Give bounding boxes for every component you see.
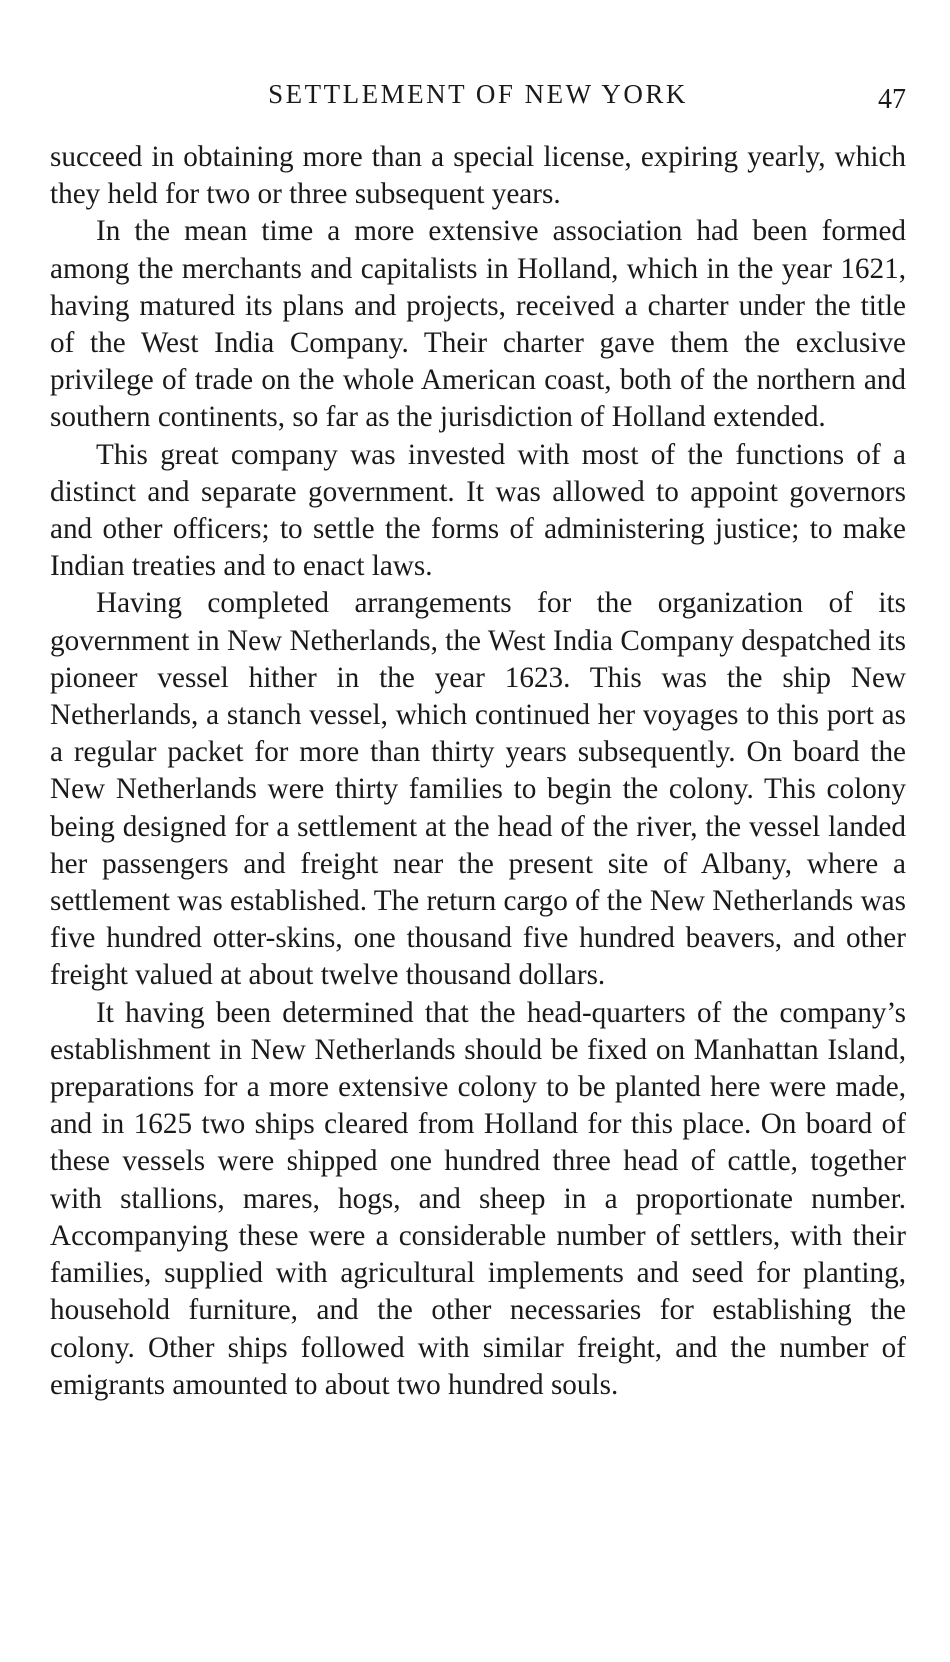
paragraph-continuation: succeed in obtaining more than a special license, expiring yearly, which they held for two or three subsequent years. bbox=[50, 141, 906, 211]
paragraph-company-government: This great company was invested with most of the functions of a distinct and separate government. It was allowed to appoint governors and other officers; to settle the forms of administering justice; to make Indian treaties and to enact laws. bbox=[50, 438, 906, 583]
paragraph-pioneer-vessel: Having completed arrangements for the organization of its government in New Netherlands, the West India Company despatched its pioneer vessel hither in the year 1623. This was the ship New Netherlands, a stanch vessel, which continued her voyages to this port as a regular packet for more than thirty years subsequently. On board the New Netherlands were thirty families to begin the colony. This colony being designed for a settlement at the head of the river, the vessel landed her passengers and freight near the present site of Albany, where a settlement was established. The return cargo of the New Netherlands was five hundred otter-skins, one thousand five hundred beavers, and other freight valued at about twelve thousand dollars. bbox=[50, 587, 906, 992]
running-title: SETTLEMENT OF NEW YORK bbox=[268, 79, 688, 109]
paragraph-west-india-company: In the mean time a more extensive association had been formed among the merchants and capitalists in Holland, which in the year 1621, having matured its plans and projects, received a charter under the title of the West India Company. Their charter gave them the exclusive privilege of trade on the whole American coast, both of the northern and southern continents, so far as the jurisdiction of Holland extended. bbox=[50, 215, 906, 434]
running-head bbox=[50, 74, 906, 114]
body-text bbox=[50, 139, 906, 1404]
page-number: 47 bbox=[878, 84, 906, 115]
paragraph-manhattan-colony: It having been determined that the head-quarters of the company’s establishment in New Netherlands should be fixed on Manhattan Island, preparations for a more extensive colony to be planted here were made, and in 1625 two ships cleared from Holland for this place. On board of these vessels were shipped one hundred three head of cattle, together with stallions, mares, hogs, and sheep in a proportionate number. Accompanying these were a considerable number of settlers, with their families, supplied with agricultural implements and seed for planting, household furniture, and the other necessaries for establishing the colony. Other ships followed with similar freight, and the number of emigrants amounted to about two hundred souls. bbox=[50, 996, 906, 1401]
